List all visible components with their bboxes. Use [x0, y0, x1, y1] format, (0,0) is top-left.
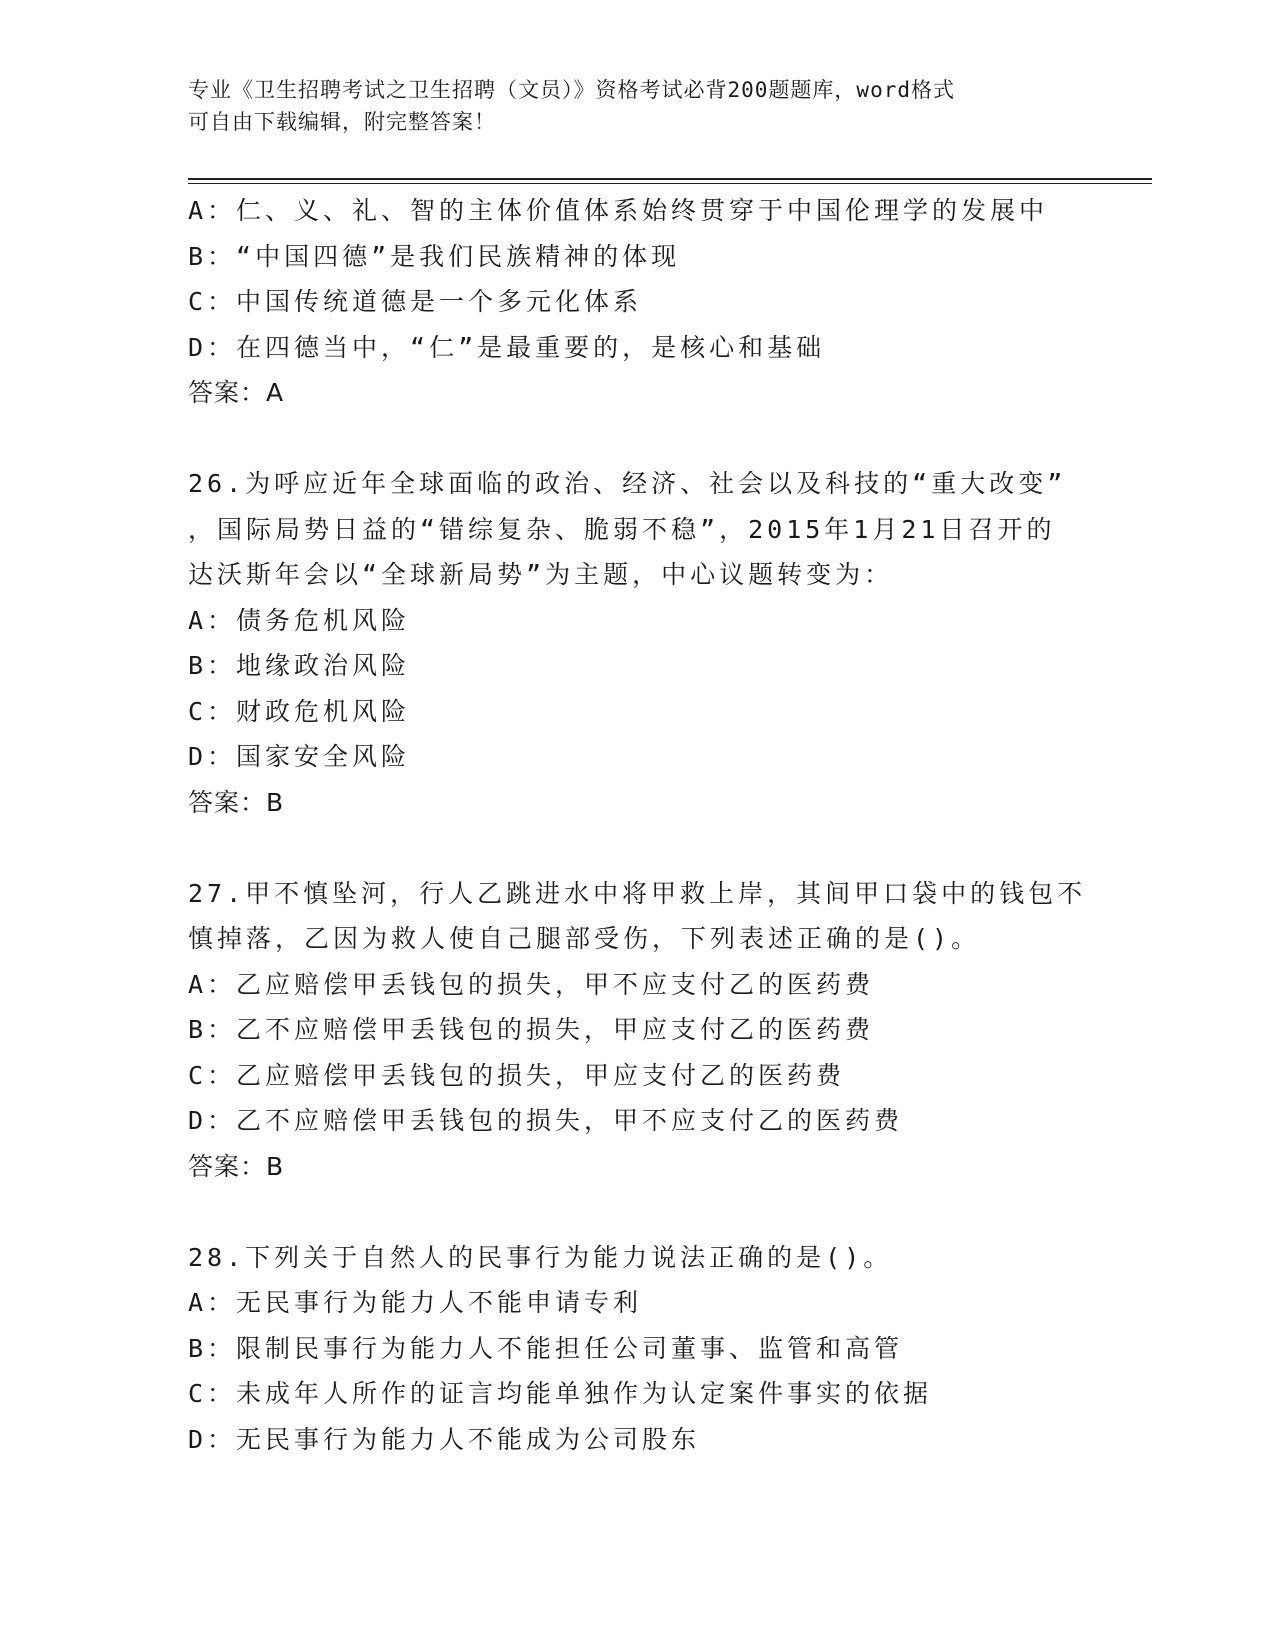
option-b: B：“中国四德”是我们民族精神的体现: [188, 241, 681, 271]
question-28: [188, 1235, 1088, 1463]
option-d: D：乙不应赔偿甲丢钱包的损失，甲不应支付乙的医药费: [188, 1106, 904, 1135]
option-a: A：无民事行为能力人不能申请专利: [188, 1288, 643, 1317]
header-line-2: 可自由下载编辑，附完整答案！: [188, 110, 496, 134]
option-c: C：中国传统道德是一个多元化体系: [188, 287, 643, 316]
option-d: D：国家安全风险: [188, 742, 411, 771]
question-26: [188, 461, 1088, 825]
question-list: [188, 188, 1088, 1462]
question-27: [188, 871, 1088, 1190]
answer-line: 答案：A: [188, 378, 285, 407]
option-c: C：未成年人所作的证言均能单独作为认定案件事实的依据: [188, 1379, 933, 1408]
question-stem-line: 达沃斯年会以“全球新局势”为主题，中心议题转变为：: [188, 560, 894, 589]
question-stem-line: 26.为呼应近年全球面临的政治、经济、社会以及科技的“重大改变”: [188, 469, 1067, 498]
header-line-1: 专业《卫生招聘考试之卫生招聘（文员）》资格考试必背200题题库，word格式: [188, 78, 955, 102]
option-c: C：财政危机风险: [188, 696, 411, 726]
question-gap: [188, 825, 1088, 871]
option-d: D：在四德当中，“仁”是最重要的，是核心和基础: [188, 332, 826, 362]
question-stem-line: 慎掉落，乙因为救人使自己腿部受伤，下列表述正确的是()。: [188, 924, 981, 953]
header-rule-thin: [188, 183, 1152, 184]
document-header: [188, 74, 1068, 138]
option-b: B：限制民事行为能力人不能担任公司董事、监管和高管: [188, 1333, 904, 1363]
option-c: C：乙应赔偿甲丢钱包的损失，甲应支付乙的医药费: [188, 1060, 846, 1090]
question-stem-line: 28.下列关于自然人的民事行为能力说法正确的是()。: [188, 1242, 893, 1272]
question-stem-line: 27.甲不慎坠河，行人乙跳进水中将甲救上岸，其间甲口袋中的钱包不: [188, 878, 1087, 908]
answer-line: 答案：B: [188, 787, 285, 817]
option-a: A：债务危机风险: [188, 605, 411, 635]
option-a: A：乙应赔偿甲丢钱包的损失，甲不应支付乙的医药费: [188, 969, 875, 999]
question-gap: [188, 1189, 1088, 1235]
option-d: D：无民事行为能力人不能成为公司股东: [188, 1424, 701, 1454]
question-gap: [188, 416, 1088, 462]
option-a: A：仁、义、礼、智的主体价值体系始终贯穿于中国伦理学的发展中: [188, 196, 1049, 225]
question-25: [188, 188, 1088, 416]
option-b: B：地缘政治风险: [188, 651, 411, 680]
answer-line: 答案：B: [188, 1151, 285, 1181]
question-stem-line: ，国际局势日益的“错综复杂、脆弱不稳”，2015年1月21日召开的: [188, 514, 1056, 544]
option-b: B：乙不应赔偿甲丢钱包的损失，甲应支付乙的医药费: [188, 1015, 875, 1044]
header-rule-thick: [188, 178, 1152, 180]
